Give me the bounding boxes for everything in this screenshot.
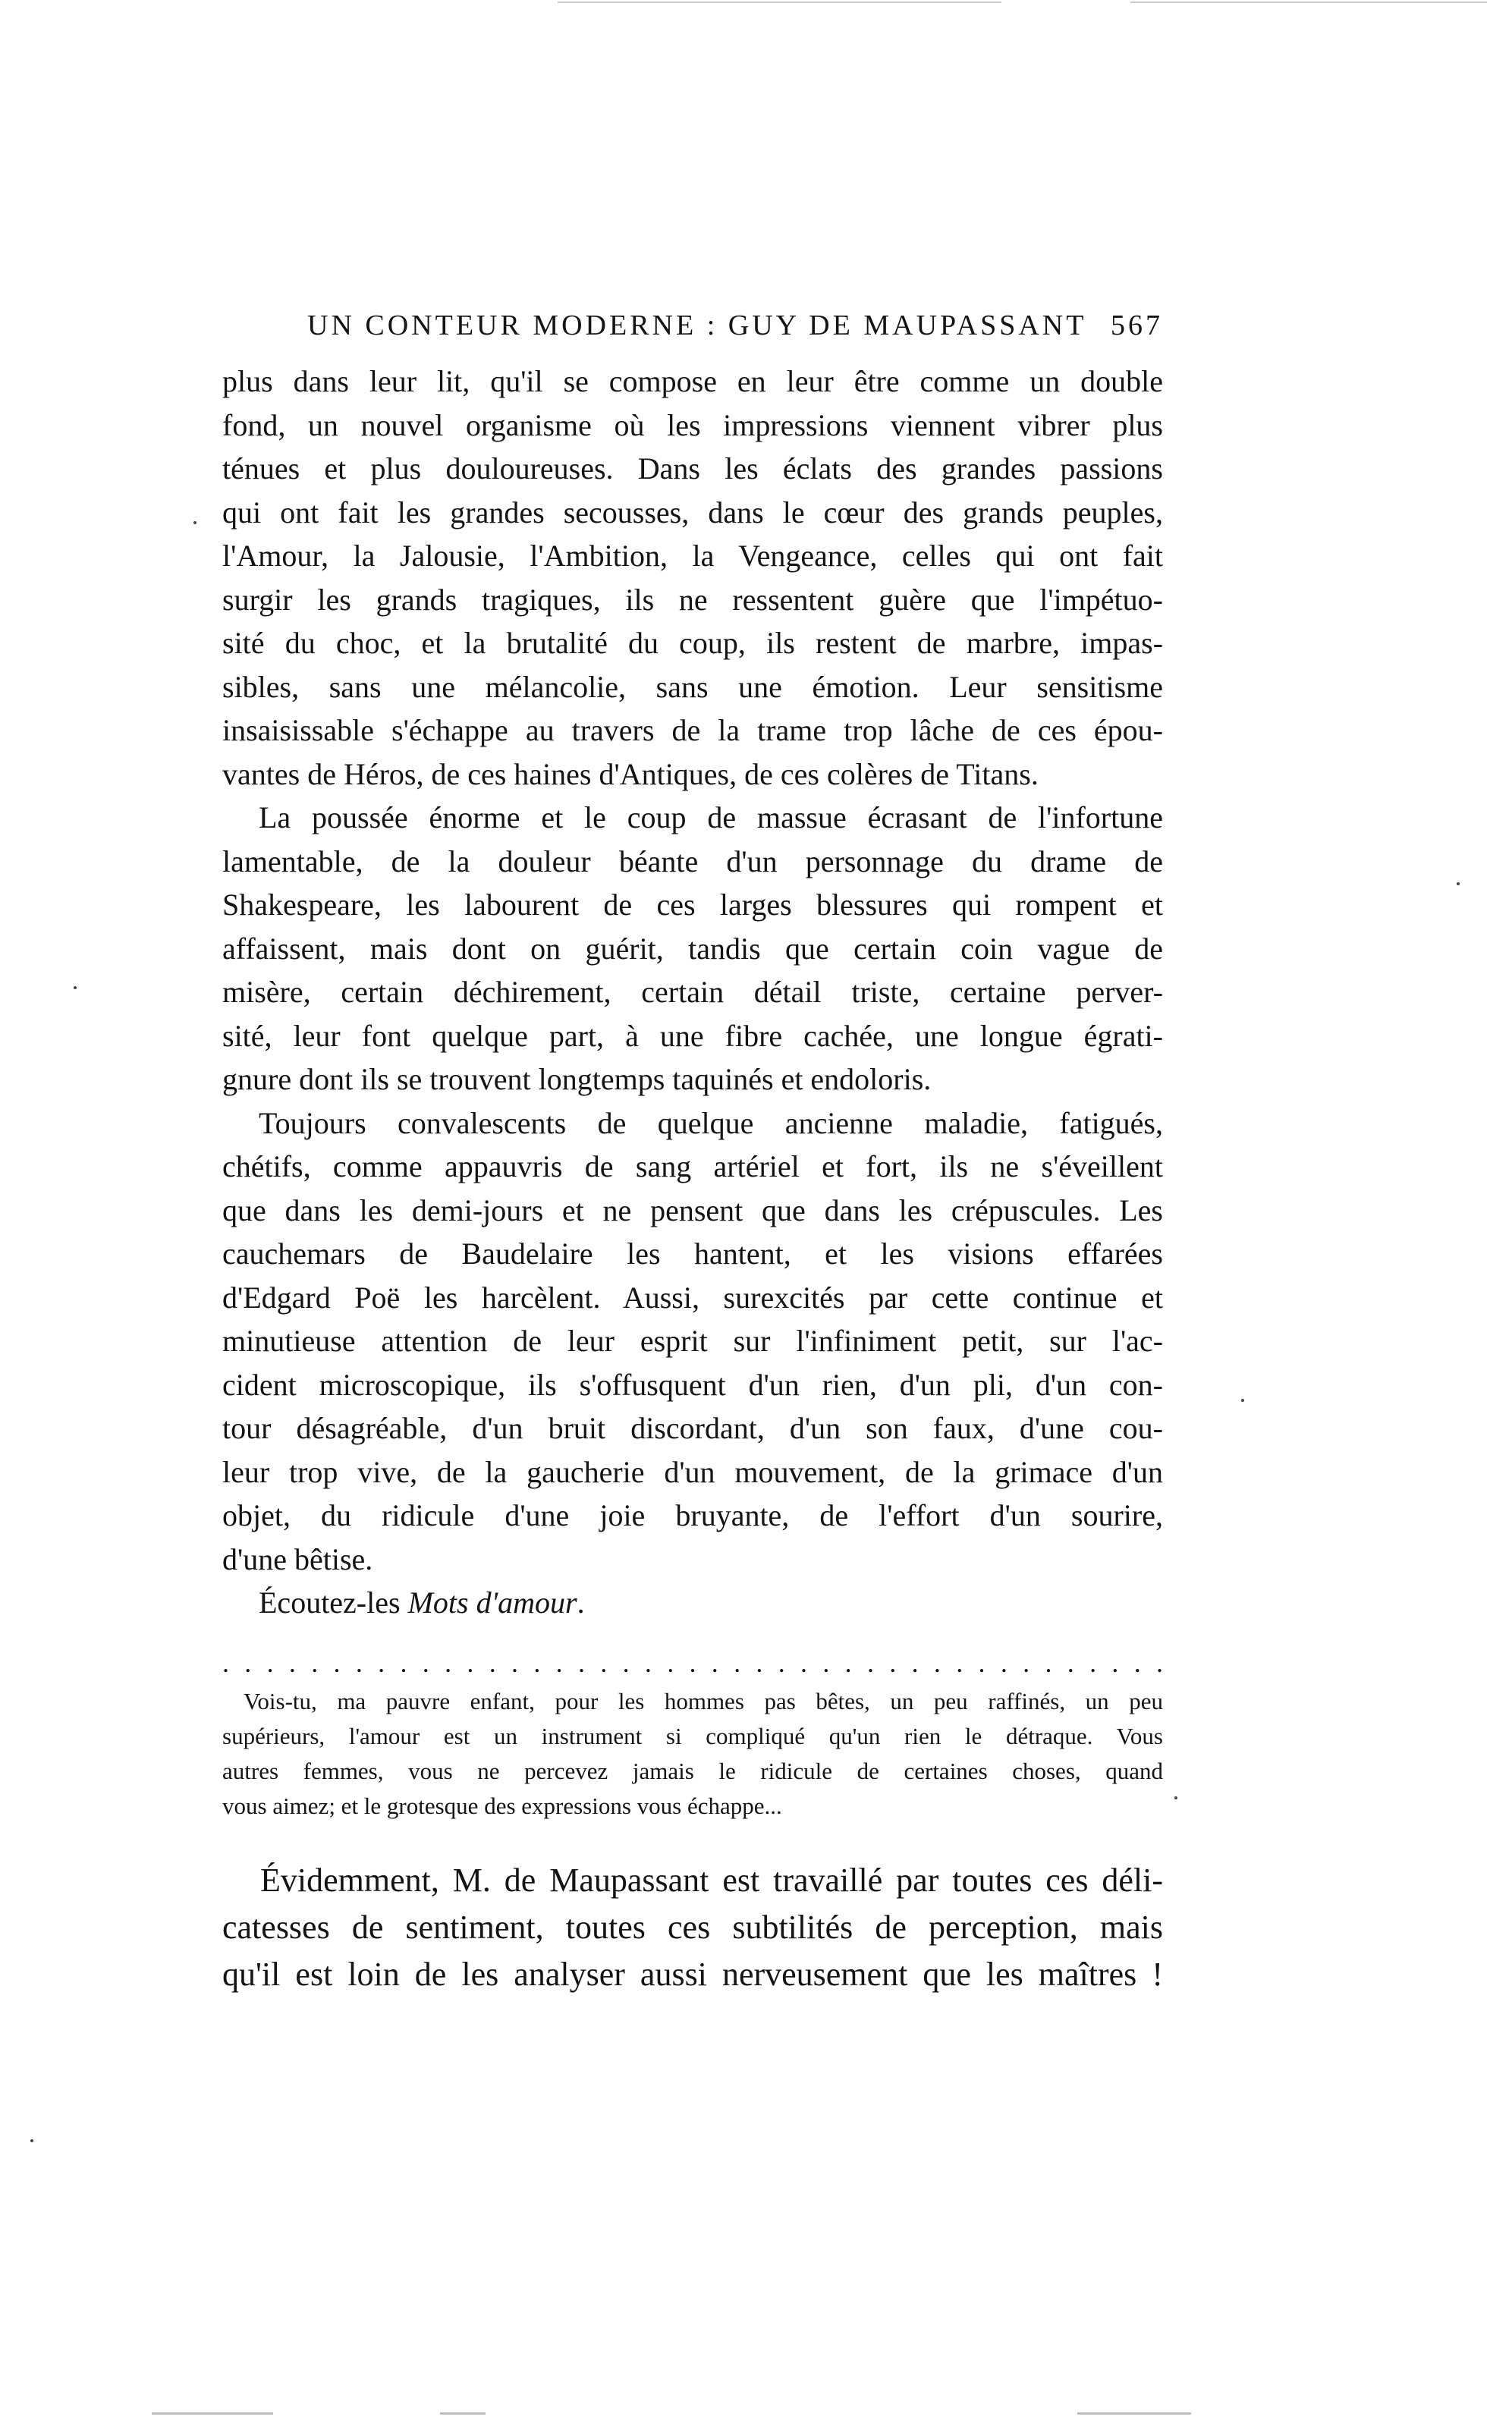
text-line: objet, du ridicule d'une joie bruyante, de l'effort d'un sourire,: [222, 1498, 1163, 1532]
running-head-title: UN CONTEUR MODERNE : GUY DE MAUPASSANT: [307, 310, 1087, 341]
scan-speck: [1241, 1399, 1244, 1402]
quote-line: Vois-tu, ma pauvre enfant, pour les hommes pas bêtes, un peu raffinés, un peu: [244, 1687, 1163, 1714]
bottom-edge-mark: [440, 2412, 486, 2415]
scan-speck: [1174, 1796, 1177, 1799]
text-line: sité, leur font quelque part, à une fibre cachée, une longue égrati-: [222, 1018, 1163, 1053]
text-line: sité du choc, et la brutalité du coup, ils restent de marbre, impas-: [222, 626, 1163, 660]
text-line: [222, 1581, 1163, 1625]
spacer: [222, 1625, 1163, 1648]
text-line: que dans les demi-jours et ne pensent que dans les crépuscules. Les: [222, 1193, 1163, 1227]
text-line: fond, un nouvel organisme où les impressions viennent vibrer plus: [222, 407, 1163, 442]
paragraph-5: [222, 1857, 1163, 1998]
text-line: qui ont fait les grandes secousses, dans le cœur des grands peuples,: [222, 495, 1163, 530]
block-quote: [222, 1684, 1163, 1824]
text-line: leur trop vive, de la gaucherie d'un mouvement, de la grimace d'un: [222, 1454, 1163, 1489]
text-line: tour désagréable, d'un bruit discordant, d'un son faux, d'une cou-: [222, 1411, 1163, 1445]
top-edge-rule-right: [1130, 2, 1487, 3]
quote-line: vous aimez; et le grotesque des expressions vous échappe...: [222, 1792, 782, 1819]
text-line: Évidemment, M. de Maupassant est travaillé par toutes ces déli-: [260, 1861, 1163, 1899]
work-title: Mots d'amour: [407, 1585, 577, 1620]
text-line: La poussée énorme et le coup de massue écrasant de l'infortune: [259, 800, 1163, 834]
text-line: plus dans leur lit, qu'il se compose en leur être comme un double: [222, 364, 1163, 398]
text-line: cauchemars de Baudelaire les hantent, et les visions effarées: [222, 1237, 1163, 1271]
scan-speck: [193, 521, 196, 524]
text-line: Toujours convalescents de quelque ancienne maladie, fatigués,: [259, 1105, 1163, 1140]
text-line: d'Edgard Poë les harcèlent. Aussi, surexcités par cette continue et: [222, 1280, 1163, 1315]
scan-speck: [1457, 882, 1460, 885]
text-line: Shakespeare, les labourent de ces larges blessures qui rompent et: [222, 888, 1163, 922]
text-line: gnure dont ils se trouvent longtemps taquinés et endoloris.: [222, 1062, 932, 1096]
paragraph-4: [222, 1581, 1163, 1625]
quote-line: autres femmes, vous ne percevez jamais le ridicule de certaines choses, quand: [222, 1757, 1163, 1784]
quote-line: supérieurs, l'amour est un instrument si compliqué qu'un rien le détraque. Vous: [222, 1722, 1163, 1749]
paragraph-1: [222, 360, 1163, 796]
scan-speck: [30, 2139, 33, 2142]
bottom-edge-mark: [152, 2412, 273, 2415]
text-line: affaissent, mais dont on guérit, tandis que certain coin vague de: [222, 931, 1163, 966]
intro-punctuation: .: [577, 1585, 585, 1620]
text-line: minutieuse attention de leur esprit sur l'infiniment petit, sur l'ac-: [222, 1324, 1163, 1358]
text-line: cident microscopique, ils s'offusquent d'un rien, d'un pli, d'un con-: [222, 1367, 1163, 1402]
text-line: surgir les grands tragiques, ils ne ressentent guère que l'impétuo-: [222, 582, 1163, 617]
text-line: qu'il est loin de les analyser aussi nerveusement que les maîtres !: [222, 1955, 1163, 1993]
intro-text: Écoutez-les: [259, 1585, 408, 1620]
text-line: sibles, sans une mélancolie, sans une émotion. Leur sensitisme: [222, 669, 1163, 704]
text-line: misère, certain déchirement, certain détail triste, certaine perver-: [222, 975, 1163, 1009]
bottom-edge-mark: [1077, 2412, 1191, 2415]
text-line: catesses de sentiment, toutes ces subtilités de perception, mais: [222, 1908, 1163, 1946]
text-line: d'une bêtise.: [222, 1541, 373, 1576]
text-line: ténues et plus douloureuses. Dans les éclats des grandes passions: [222, 451, 1163, 486]
text-line: insaisissable s'échappe au travers de la trame trop lâche de ces épou-: [222, 713, 1163, 747]
running-head: [307, 306, 1163, 345]
text-line: vantes de Héros, de ces haines d'Antiques, de ces colères de Titans.: [222, 756, 1039, 791]
text-line: l'Amour, la Jalousie, l'Ambition, la Vengeance, celles qui ont fait: [222, 539, 1163, 573]
ellipsis-row: . . . . . . . . . . . . . . . . . . . . . . . . . . . . . . . . . . . . . . . . . . .: [222, 1647, 1163, 1678]
text-line: chétifs, comme appauvris de sang artériel et fort, ils ne s'éveillent: [222, 1149, 1163, 1183]
scan-speck: [74, 986, 77, 989]
top-edge-rule: [558, 2, 1001, 3]
paragraph-2: [222, 796, 1163, 1101]
paragraph-3: [222, 1101, 1163, 1582]
text-line: lamentable, de la douleur béante d'un personnage du drame de: [222, 844, 1163, 878]
spacer: [222, 1824, 1163, 1857]
page-number: 567: [1111, 310, 1163, 341]
body-text: [222, 360, 1163, 1998]
